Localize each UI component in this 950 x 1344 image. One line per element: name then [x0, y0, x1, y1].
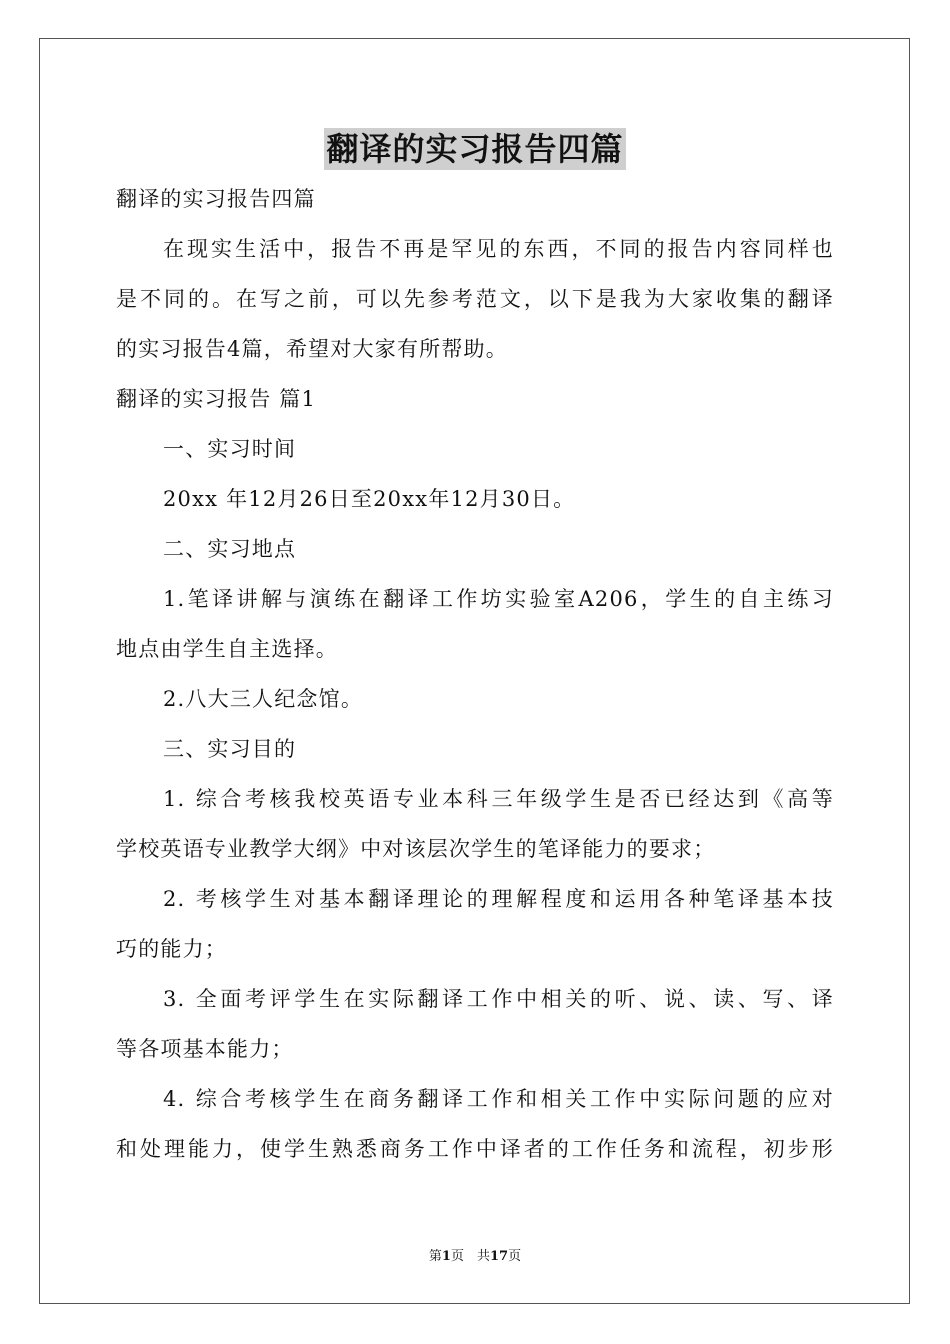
subheading: 一、实习时间 [163, 437, 297, 461]
paragraph-line: 巧的能力； [116, 937, 227, 961]
document-title: 翻译的实习报告四篇 [326, 130, 624, 168]
paragraph-line: 3. 全面考评学生在实际翻译工作中相关的听、说、读、写、译 [163, 987, 834, 1011]
paragraph-line: 1. 综合考核我校英语专业本科三年级学生是否已经达到《高等 [163, 787, 834, 811]
paragraph-line: 学校英语专业教学大纲》中对该层次学生的笔译能力的要求； [116, 837, 716, 861]
subheading: 二、实习地点 [163, 537, 297, 561]
subheading: 三、实习目的 [163, 737, 297, 761]
paragraph-line: 4. 综合考核学生在商务翻译工作和相关工作中实际问题的应对 [163, 1087, 834, 1111]
footer-page-number: 1 [441, 1249, 451, 1264]
footer-middle: 页 共 [450, 1249, 490, 1264]
paragraph-line: 20xx 年12月26日至20xx年12月30日。 [163, 487, 576, 511]
paragraph-line: 是不同的。在写之前，可以先参考范文，以下是我为大家收集的翻译 [116, 287, 834, 311]
footer-prefix: 第 [428, 1249, 442, 1264]
paragraph-line: 地点由学生自主选择。 [116, 637, 338, 661]
section-heading: 翻译的实习报告 篇1 [116, 387, 317, 411]
page-footer [0, 1248, 950, 1266]
paragraph-line: 2. 考核学生对基本翻译理论的理解程度和运用各种笔译基本技 [163, 887, 834, 911]
paragraph-line: 的实习报告4篇，希望对大家有所帮助。 [116, 337, 508, 361]
footer-suffix: 页 [508, 1249, 522, 1264]
title-container [0, 128, 950, 170]
paragraph-line: 在现实生活中，报告不再是罕见的东西，不同的报告内容同样也 [163, 237, 834, 261]
subtitle-line: 翻译的实习报告四篇 [116, 187, 316, 211]
paragraph-line: 和处理能力，使学生熟悉商务工作中译者的工作任务和流程，初步形 [116, 1137, 834, 1161]
footer-page-total: 17 [489, 1249, 509, 1264]
paragraph-line: 1.笔译讲解与演练在翻译工作坊实验室A206，学生的自主练习 [163, 587, 834, 611]
page-border [39, 38, 910, 1304]
paragraph-line: 等各项基本能力； [116, 1037, 294, 1061]
paragraph-line: 2.八大三人纪念馆。 [163, 687, 364, 711]
